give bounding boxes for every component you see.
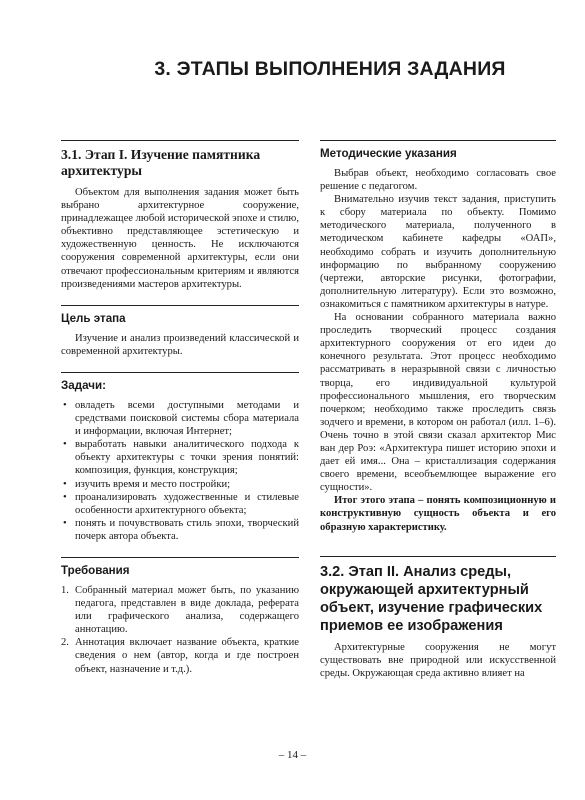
list-item: • изучить время и место постройки;	[61, 478, 299, 491]
section-1-title: 3.1. Этап I. Изучение памятника архитектуры	[61, 147, 261, 178]
requirements-heading: Требования	[61, 563, 130, 577]
item-number: 1.	[61, 584, 69, 596]
section-2-body: Архитектурные сооружения не могут существовать вне природной или искусственной среды. Окружающая среда активно влияет на	[320, 641, 556, 679]
list-item: • выработать навыки аналитического подхода к объекту архитектуры с точки зрения понятий: композиция, функция, конструкция;	[61, 438, 299, 477]
list-item: • понять и почувствовать стиль эпохи, творческий почерк автора объекта.	[61, 517, 299, 543]
section-rule	[61, 140, 299, 141]
section-2-title: 3.2. Этап II. Анализ среды, окружающей архитектурный объект, изучение графических приемов ее изображения	[320, 563, 543, 634]
page-number: – 14 –	[278, 749, 307, 761]
tasks-list	[61, 399, 299, 543]
goal-text: Изучение и анализ произведений классической и современной архитектуры.	[61, 332, 299, 357]
section-rule	[61, 305, 299, 306]
methods-heading: Методические указания	[320, 147, 457, 160]
item-text: Собранный материал может быть, по указанию педагога, представлен в виде доклада, реферата или графического анализа, содержащего аннотацию.	[75, 584, 299, 636]
section-rule	[320, 140, 556, 141]
paragraph: Выбрав объект, необходимо согласовать свое решение с педагогом.	[320, 168, 556, 193]
section-rule	[61, 557, 299, 558]
list-item	[61, 584, 299, 636]
section-rule	[320, 556, 556, 557]
item-number: 2.	[61, 637, 69, 649]
section-1-body: Объектом для выполнения задания может быть выбрано архитектурное сооружение, принадлежащее любой исторической эпохе и стилю, объективно представляющее эстетическую и художественную ценность. Не исключаются сооружения современной архитектуры, если они отвечают профессиональным критериям и являются произведениями мастеров архитектуры.	[61, 187, 299, 290]
paragraph: На основании собранного материала важно проследить творческий процесс создания архитектурного сооружения от его идеи до конечного результата. Этот процесс необходимо рассматривать в неразрывной связи с личностью творца, его индивидуальной культурой профессионального мышления, его творческим почерком; необходимо также проследить связь зодчего и времени, в котором он работал (илл. 1–6). Очень точно в этой связи сказал архитектор Мис ван дер Роэ: «Архитектура пишет историю эпохи и дает ей имя... Она – кристаллизация содержания своего времени, всеобъемлющее выражение его сущности».	[320, 312, 556, 494]
chapter-title: 3. ЭТАПЫ ВЫПОЛНЕНИЯ ЗАДАНИЯ	[154, 58, 506, 80]
tasks-heading: Задачи:	[61, 378, 106, 392]
requirements-list	[61, 584, 299, 676]
left-column	[61, 140, 299, 676]
goal-heading: Цель этапа	[61, 311, 126, 325]
list-item: • овладеть всеми доступными методами и средствами поисковой системы сбора материала и информации, включая Интернет;	[61, 399, 299, 438]
paragraph: Внимательно изучив текст задания, приступить к сбору материала по объекту. Помимо методического материала, полученного в методическом кабинете кафедры «ОАП», необходимо собрать и изучить дополнительную информацию по выбранному сооружению (чертежи, авторские рисунки, фотографии, дополнительную литературу). Если это возможно, ознакомиться с памятником архитектуры в натуре.	[320, 194, 556, 310]
right-column	[320, 140, 556, 680]
conclusion: Итог этого этапа – понять композиционную и конструктивную сущность объекта и его образную характеристику.	[320, 495, 556, 533]
item-text: Аннотация включает название объекта, краткие сведения о нем (автор, когда и где построен объект, назначение и т.д.).	[75, 637, 299, 675]
list-item: • проанализировать художественные и стилевые особенности архитектурного объекта;	[61, 491, 299, 517]
list-item	[61, 636, 299, 675]
section-rule	[61, 372, 299, 373]
